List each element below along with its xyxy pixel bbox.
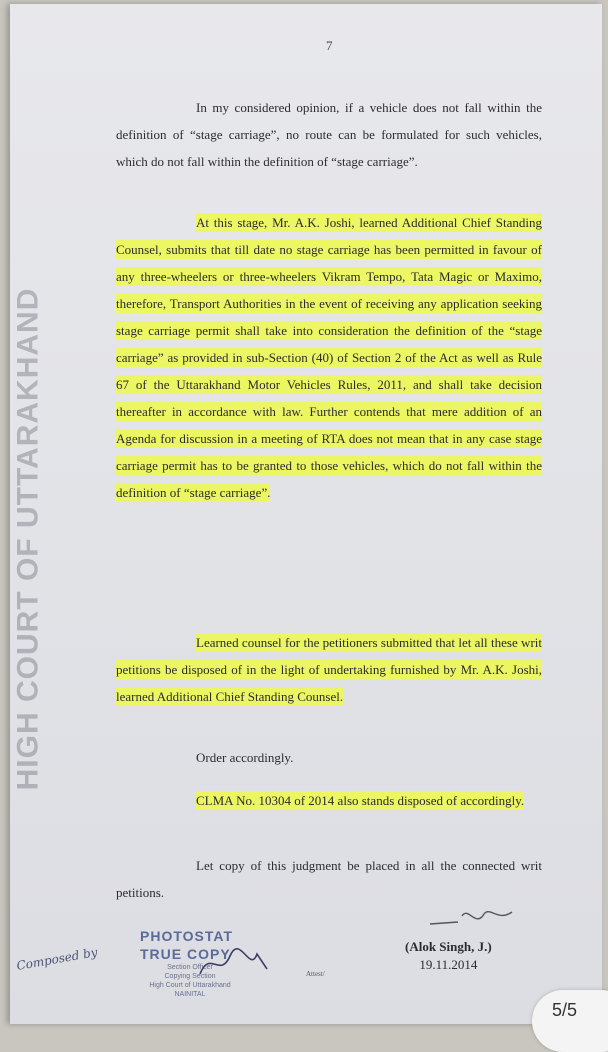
stamp-signature-scribble — [195, 944, 275, 984]
highlight: Learned counsel for the petitioners submitted that let all these writ petitions be disposed of in the light of undertaking furnished by Mr. A.K. Joshi, learned Additional Chief Standing Counsel. — [116, 635, 542, 704]
paragraph-clma — [116, 787, 542, 814]
watermark: HIGH COURT OF UTTARAKHAND — [11, 287, 45, 791]
paragraph-order: Order accordingly. — [196, 750, 294, 765]
paragraph-petitioners — [116, 629, 542, 710]
judge-signature-scribble — [428, 902, 518, 934]
true-copy-stamp: PHOTOSTAT TRUE COPY Section Officer Copying Section High Court of Uttarakhand NAINITAL — [140, 928, 233, 998]
highlight: CLMA No. 10304 of 2014 also stands disposed of accordingly. — [196, 793, 525, 808]
paragraph-opinion: In my considered opinion, if a vehicle does not fall within the definition of “stage carriage”, no route can be formulated for such vehicles, which do not fall within the definition of “stage carriage”. — [116, 100, 542, 169]
signature-block — [405, 938, 492, 974]
paragraph-joshi-submission — [116, 209, 542, 506]
signature-name: (Alok Singh, J.) — [405, 939, 492, 954]
page-indicator: 5/5 — [532, 990, 608, 1052]
paragraph-copy: Let copy of this judgment be placed in all the connected writ petitions. — [116, 858, 542, 900]
composed-by-note: Composed by — [15, 944, 99, 974]
signature-date: 19.11.2014 — [419, 957, 478, 972]
page-number: 7 — [326, 38, 333, 53]
attest-note: Attest/ — [306, 970, 325, 978]
document-page — [10, 4, 602, 1024]
highlight: At this stage, Mr. A.K. Joshi, learned Additional Chief Standing Counsel, submits that till date no stage carriage has been permitted in favour of any three-wheelers or three-wheelers Vikram Tempo, Tata Magic or Maximo, therefore, Transport Authorities in the event of receiving any application seeking stage carriage permit shall take into consideration the definition of the “stage carriage” as provided in sub-Section (40) of Section 2 of the Act as well as Rule 67 of the Uttarakhand Motor Vehicles Rules, 2011, and shall take decision thereafter in accordance with law. Further contends that mere addition of an Agenda for discussion in a meeting of RTA does not mean that in any case stage carriage permit has to be granted to those vehicles, which do not fall within the definition of “stage carriage”. — [116, 215, 542, 500]
